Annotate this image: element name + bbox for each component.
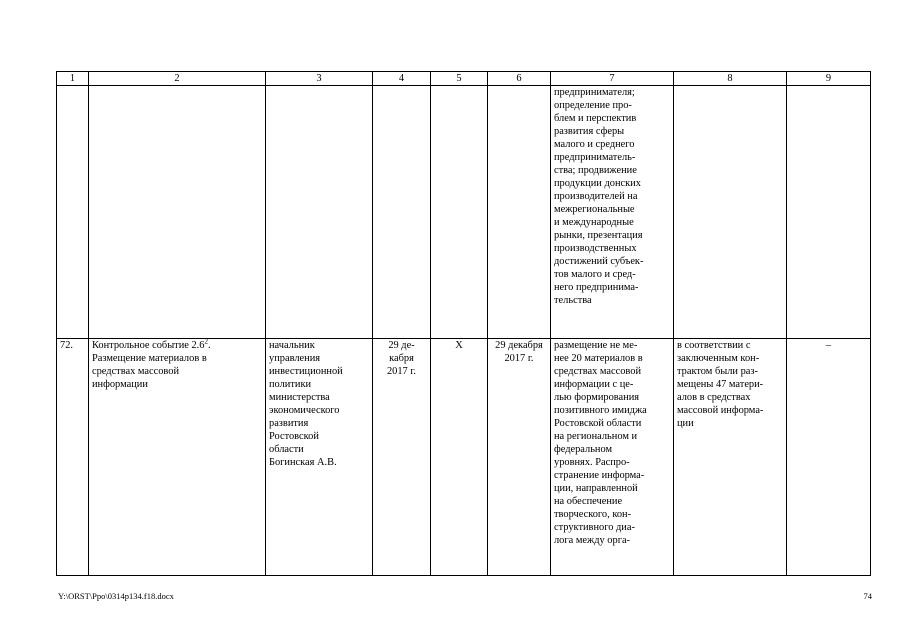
cell-row-number: 72. [57,339,89,576]
cell-empty [431,86,488,339]
event-prefix: Контрольное событие 2.6 [92,340,205,351]
plan-table [56,71,871,576]
col-header-3: 3 [266,72,373,86]
cell-empty [57,86,89,339]
cell-empty [373,86,431,339]
col-header-9: 9 [787,72,871,86]
cell-responsible: начальник управления инвестиционной политики министерства экономического развития Ростовской области Богинская А.В. [266,339,373,576]
col-header-6: 6 [488,72,551,86]
cell-event [89,339,266,576]
cell-empty [787,86,871,339]
cell-result-continuation: предпринимателя; определение про- блем и перспектив развития сферы малого и среднего предприниматель- ства; продвижение продукции донских производителей на межрегиональные и международные рынки, презентация производственных достижений субъек- тов малого и сред- него предпринима- тельства [551,86,674,339]
cell-empty [89,86,266,339]
cell-empty [674,86,787,339]
col-header-7: 7 [551,72,674,86]
cell-empty [488,86,551,339]
table-row-continuation [57,86,871,339]
cell-col5: Х [431,339,488,576]
event-superscript: 2 [204,338,208,346]
cell-planned-date: 29 де- кабря 2017 г. [373,339,431,576]
cell-actual-date: 29 декабря 2017 г. [488,339,551,576]
col-header-4: 4 [373,72,431,86]
col-header-8: 8 [674,72,787,86]
footer-file-path: Y:\ORST\Ppo\0314p134.f18.docx [58,591,174,601]
page-number: 74 [863,591,872,601]
header-row [57,72,871,86]
cell-col9: – [787,339,871,576]
cell-expected-result: размещение не ме- нее 20 материалов в средствах массовой информации с це- лью формирования позитивного имиджа Ростовской области на региональном и федеральном уровнях. Распро- странение информа- ции, направленной на обеспечение творческого, кон- структивного диа- лога между орга- [551,339,674,576]
col-header-2: 2 [89,72,266,86]
cell-actual-result: в соответствии с заключенным кон- трактом были раз- мещены 47 матери- алов в средствах массовой информа- ции [674,339,787,576]
table-row-72 [57,339,871,576]
event-suffix: . Размещение материалов в средствах массовой информации [92,340,211,390]
col-header-1: 1 [57,72,89,86]
cell-empty [266,86,373,339]
col-header-5: 5 [431,72,488,86]
